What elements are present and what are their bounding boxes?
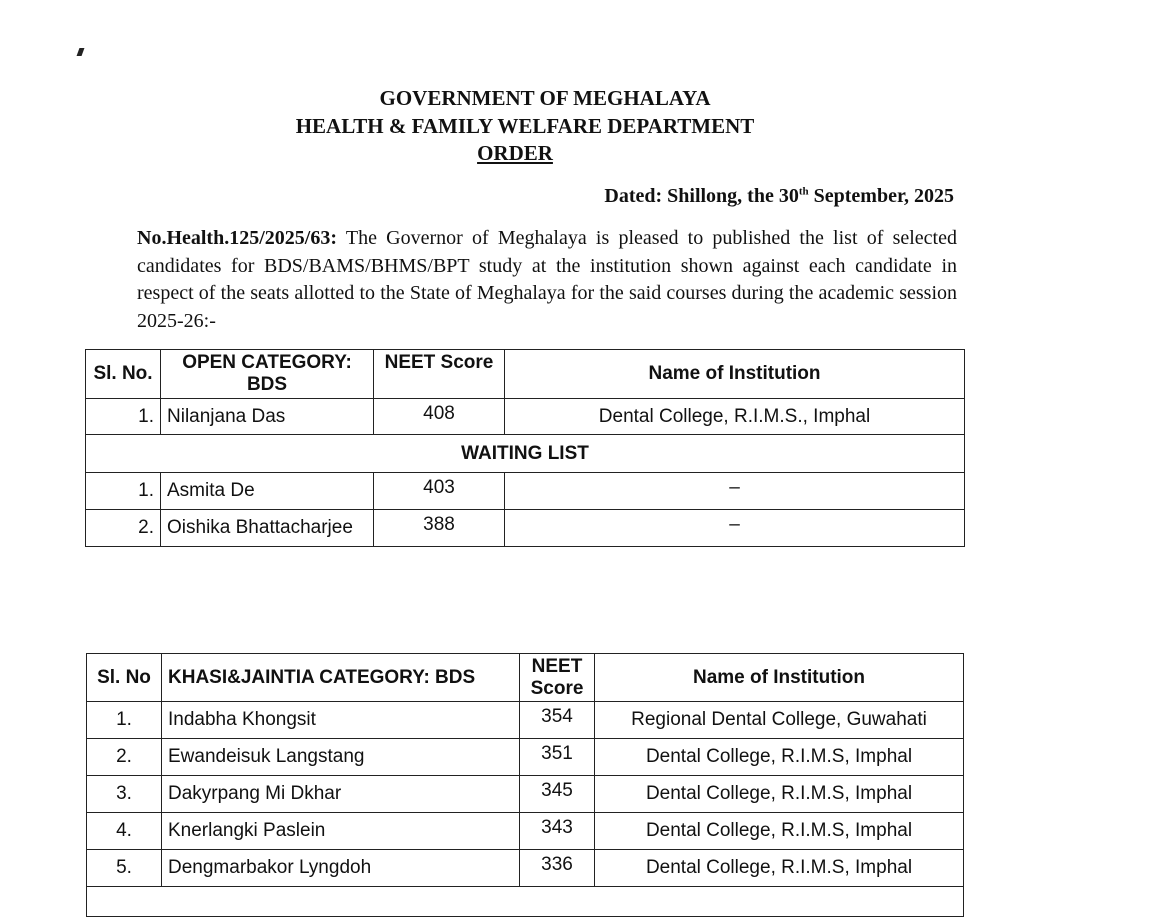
scan-mark: [77, 48, 85, 56]
table-row: 3. Dakyrpang Mi Dkhar 345 Dental College, R.I.M.S, Imphal: [87, 776, 964, 813]
table-row: 1. Asmita De 403 –: [86, 473, 965, 510]
table-row: 2. Oishika Bhattacharjee 388 –: [86, 510, 965, 547]
table-row: 2. Ewandeisuk Langstang 351 Dental College, R.I.M.S, Imphal: [87, 739, 964, 776]
open-category-table: [85, 349, 965, 547]
col-institution: Name of Institution: [595, 654, 964, 702]
department-title: HEALTH & FAMILY WELFARE DEPARTMENT: [295, 114, 755, 138]
order-title: ORDER: [477, 141, 553, 165]
table-row: 5. Dengmarbakor Lyngdoh 336 Dental College, R.I.M.S, Imphal: [87, 850, 964, 887]
order-reference: No.Health.125/2025/63:: [137, 227, 337, 249]
col-category: OPEN CATEGORY: BDS: [161, 350, 374, 399]
waiting-list-label: WAITING LIST: [86, 435, 965, 473]
col-sl: Sl. No: [87, 654, 162, 702]
table-row: 1. Nilanjana Das 408 Dental College, R.I.M.S., Imphal: [86, 399, 965, 435]
waiting-list-row-cutoff: [87, 887, 964, 917]
col-score: NEET Score: [374, 350, 505, 399]
col-sl: Sl. No.: [86, 350, 161, 399]
khasi-jaintia-category-table: [86, 653, 964, 917]
table-row: 4. Knerlangki Paslein 343 Dental College, R.I.M.S, Imphal: [87, 813, 964, 850]
table-row: 1. Indabha Khongsit 354 Regional Dental College, Guwahati: [87, 702, 964, 739]
govt-title: GOVERNMENT OF MEGHALAYA: [379, 86, 711, 110]
order-paragraph: No.Health.125/2025/63: The Governor of Meghalaya is pleased to published the list of selected candidates for BDS/BAMS/BHMS/BPT study at the institution shown against each candidate in respect of the seats allotted to the State of Meghalaya for the said courses during the academic session 2025-26:-: [137, 227, 957, 332]
col-category: KHASI&JAINTIA CATEGORY: BDS: [162, 654, 520, 702]
col-institution: Name of Institution: [505, 350, 965, 399]
col-score: NEET Score: [520, 654, 595, 702]
dated-line: Dated: Shillong, the 30th September, 2025: [604, 185, 954, 207]
